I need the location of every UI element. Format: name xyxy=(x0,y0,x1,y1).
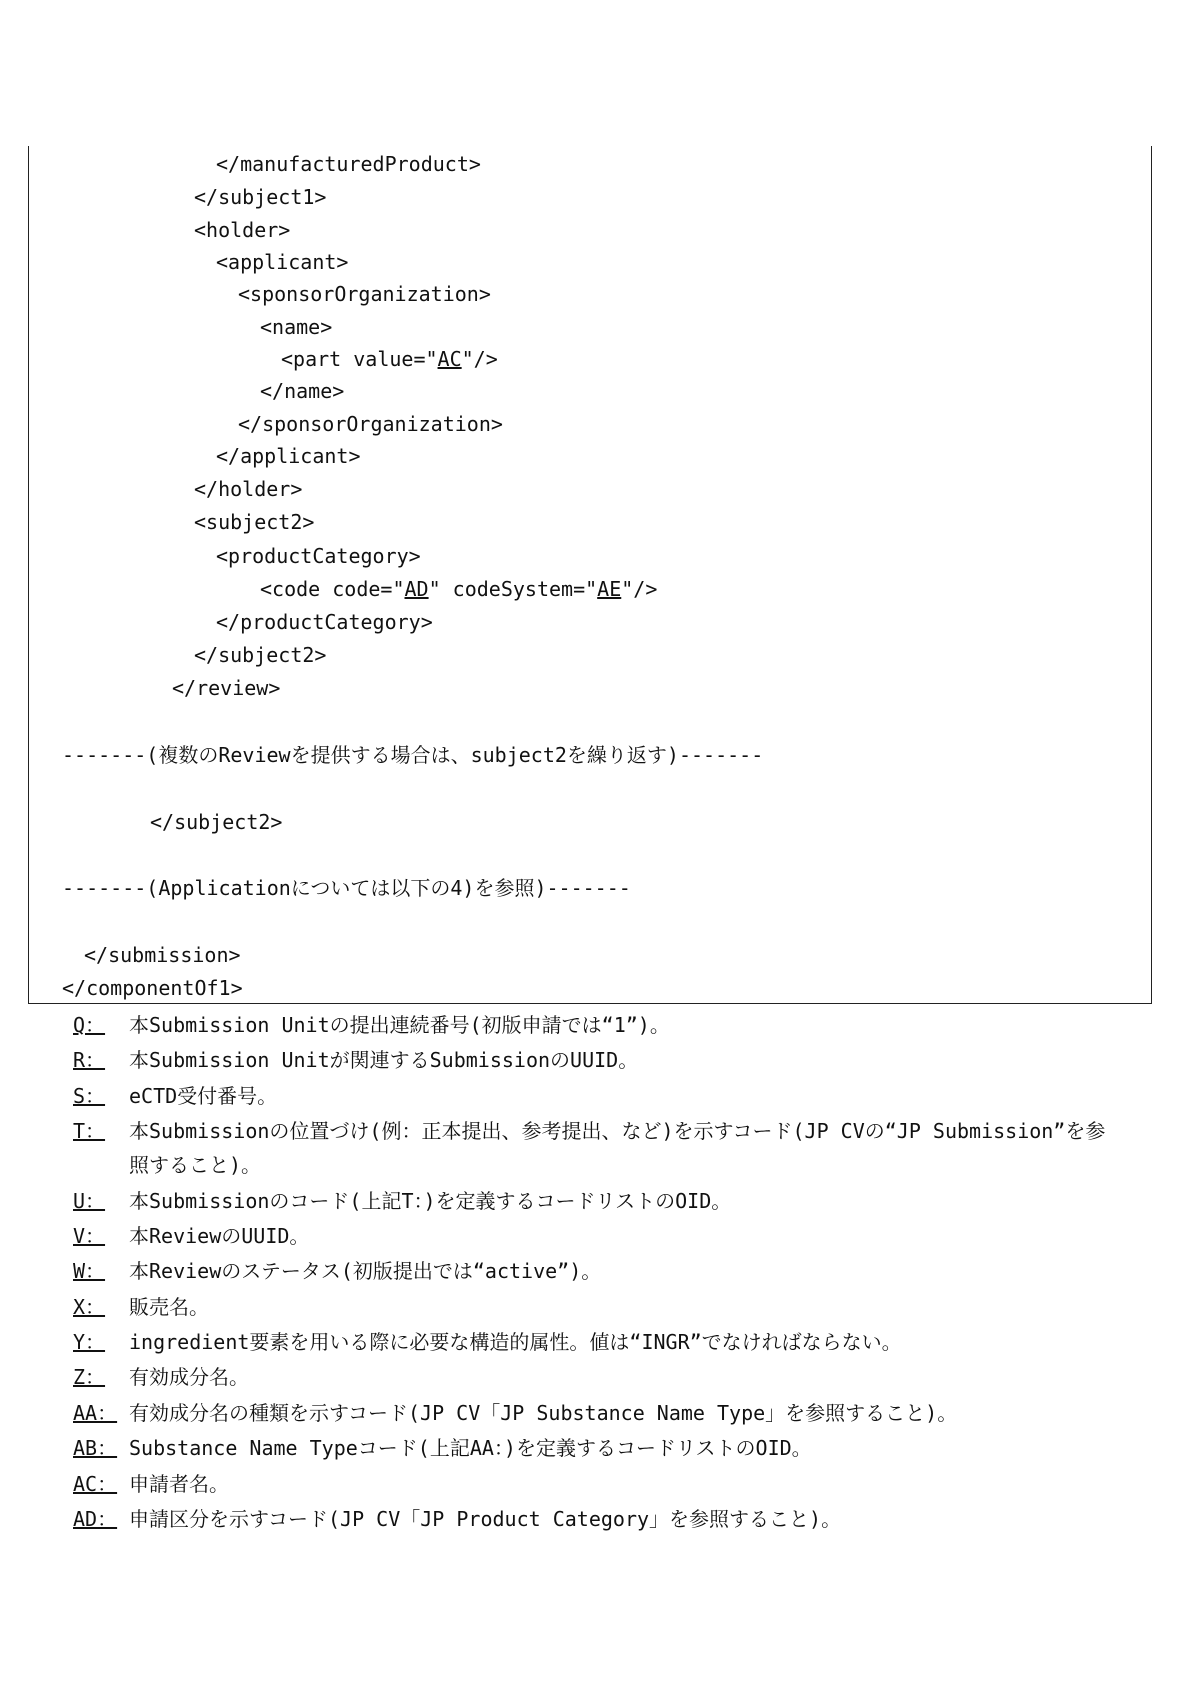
code-line: </subject1> xyxy=(194,185,327,209)
code-line: </sponsorOrganization> xyxy=(238,412,503,436)
code-line: </productCategory> xyxy=(216,610,433,634)
code-line: </review> xyxy=(172,676,281,700)
code-line: <part value="AC"/> xyxy=(281,347,498,371)
code-line: <productCategory> xyxy=(216,544,421,568)
note-item: U： 本Submissionのコード(上記T：)を定義するコードリストのOID。 xyxy=(73,1189,732,1213)
note-item: S： eCTD受付番号。 xyxy=(73,1084,278,1108)
code-line: </submission> xyxy=(84,943,241,967)
note-item: Z： 有効成分名。 xyxy=(73,1365,249,1389)
code-line: </subject2> xyxy=(194,643,327,667)
code-line: <code code="AD" codeSystem="AE"/> xyxy=(260,577,658,601)
code-line: </componentOf1> xyxy=(62,976,243,1000)
code-line: </name> xyxy=(260,379,345,403)
note-item: Q： 本Submission Unitの提出連続番号(初版申請では“1”)。 xyxy=(73,1013,670,1037)
note-item: X： 販売名。 xyxy=(73,1295,209,1319)
code-line: </subject2> xyxy=(150,810,283,834)
note-item: AA： 有効成分名の種類を示すコード(JP CV「JP Substance Name Type」を参照すること)。 xyxy=(73,1401,958,1425)
code-line: </holder> xyxy=(194,477,303,501)
code-separator: -------(Applicationについては以下の4)を参照)------- xyxy=(62,876,631,900)
code-line: </manufacturedProduct> xyxy=(216,152,481,176)
note-item: AC： 申請者名。 xyxy=(73,1472,229,1496)
note-item: T： 本Submissionの位置づけ(例：正本提出、参考提出、など)を示すコード(JP CVの“JP Submission”を参 照すること)。 xyxy=(73,1119,1106,1177)
code-line: <applicant> xyxy=(216,250,349,274)
code-separator: -------(複数のReviewを提供する場合は、subject2を繰り返す)------- xyxy=(62,743,764,767)
note-item: R： 本Submission Unitが関連するSubmissionのUUID。 xyxy=(73,1048,639,1072)
code-line: <name> xyxy=(260,315,333,339)
note-item: AD： 申請区分を示すコード(JP CV「JP Product Category」を参照すること)。 xyxy=(73,1507,842,1531)
code-line: </applicant> xyxy=(216,444,361,468)
note-item: AB： Substance Name Typeコード(上記AA：)を定義するコードリストのOID。 xyxy=(73,1436,812,1460)
note-item: Y： ingredient要素を用いる際に必要な構造的属性。値は“INGR”でなければならない。 xyxy=(73,1330,902,1354)
note-item: V： 本ReviewのUUID。 xyxy=(73,1224,310,1248)
note-item: W： 本Reviewのステータス(初版提出では“active”)。 xyxy=(73,1259,602,1283)
code-line: <sponsorOrganization> xyxy=(238,282,491,306)
code-line: <holder> xyxy=(194,218,291,242)
code-line: <subject2> xyxy=(194,510,315,534)
